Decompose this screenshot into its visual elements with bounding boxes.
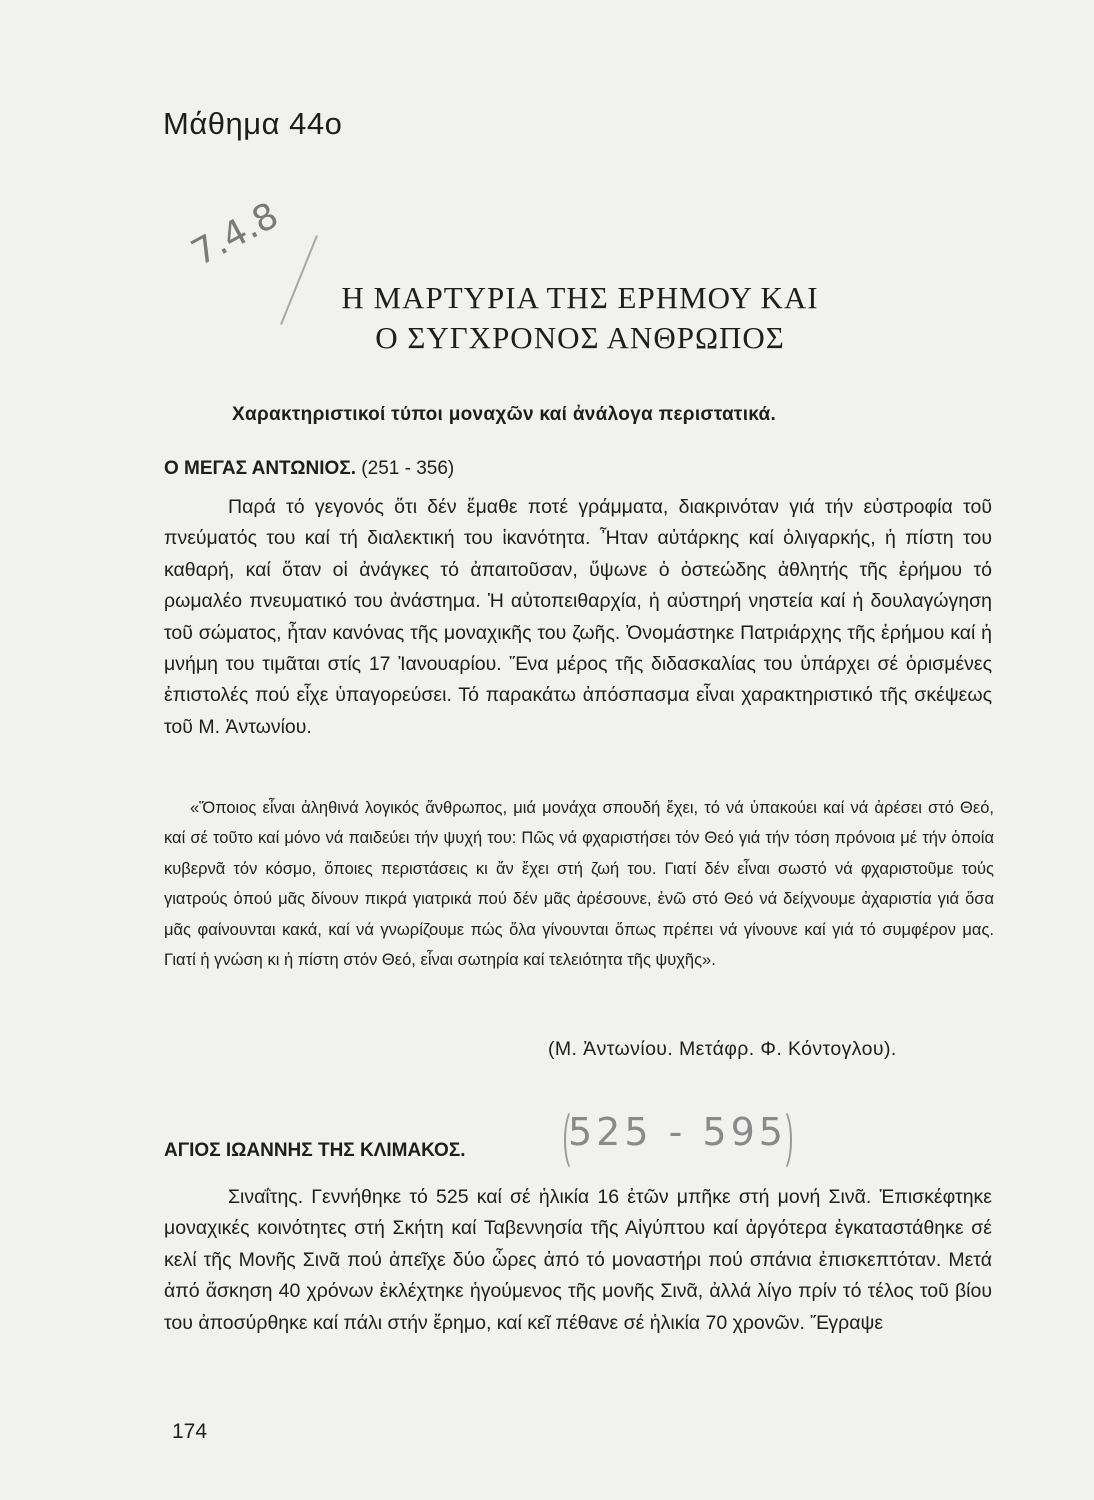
section-name: ΑΓΙΟΣ ΙΩΑΝΝΗΣ ΤΗΣ ΚΛΙΜΑΚΟΣ. (164, 1140, 466, 1161)
chapter-title (240, 278, 920, 358)
lesson-heading: Μάθημα 44ο (163, 106, 343, 141)
antonios-quote: «Ὅποιος εἶναι ἀληθινά λογικός ἄνθρωπος, μιά μονάχα σπουδή ἔχει, τό νά ὑπακούει καί νά ἀρέσει στό Θεό, καί σέ τοῦτο καί μόνο νά παιδεύει τήν ψυχή του: Πῶς νά φχαριστήσει τόν Θεό γιά τήν τόση πρόνοια μέ τήν ὁποία κυβερνᾶ τόν κόσμο, ὅποιες περιστάσεις κι ἄν ἔχει στή ζωή του. Γιατί δέν εἶναι σωστό νά φχαριστοῦμε τούς γιατρούς ὁπού μᾶς δίνουν πικρά γιατρικά πού δέν μᾶς ἀρέσουνε, ἐνῶ στό Θεό νά δείχνουμε ἀχαριστία γιά ὅσα μᾶς φαίνουνται κακά, καί νά γνωρίζουμε πώς ὅλα γίνουνται ὅπως πρέπει νά γίνουνε καί γιά τό συμφέρον μας. Γιατί ἡ γνώση κι ἡ πίστη στόν Θεό, εἶναι σωτηρία καί τελειότητα τῆς ψυχῆς». (164, 799, 994, 970)
antonios-paragraph: Παρά τό γεγονός ὅτι δέν ἔμαθε ποτέ γράμματα, διακρινόταν γιά τήν εὐστροφία τοῦ πνεύματός του καί τή διαλεκτική του ἱκανότητα. Ἦταν αὐτάρκης καί ὀλιγαρκής, ἡ πίστη του καθαρή, καί ὅταν οἱ ἀνάγκες τό ἀπαιτοῦσαν, ὕψωνε ὁ ὀστεώδης ἀθλητής τῆς ἐρήμου τό ρωμαλέο πνευματικό του ἀνάστημα. Ἡ αὐτοπειθαρχία, ἡ αὐστηρή νηστεία καί ἡ δουλαγώγηση τοῦ σώματος, ἦταν κανόνας τῆς μοναχικῆς του ζωῆς. Ὀνομάστηκε Πατριάρχης τῆς ἐρήμου καί ἡ μνήμη του τιμᾶται στίς 17 Ἰανουαρίου. Ἕνα μέρος τῆς διδασκαλίας του ὑπάρχει σέ ὁρισμένες ἐπιστολές πού εἶχε ὑπαγορεύσει. Τό παρακάτω ἀπόσπασμα εἶναι χαρακτηριστικό τῆς σκέψεως τοῦ Μ. Ἀντωνίου. (164, 496, 992, 738)
title-line-2: Ο ΣΥΓΧΡΟΝΟΣ ΑΝΘΡΩΠΟΣ (375, 320, 785, 355)
section-name: Ο ΜΕΓΑΣ ΑΝΤΩΝΙΟΣ. (164, 458, 357, 479)
handwritten-date: 7.4.8 (185, 194, 286, 275)
section-heading-antonios (164, 458, 454, 480)
section-dates: (251 - 356) (361, 458, 455, 479)
klimakos-paragraph: Σιναΐτης. Γεννήθηκε τό 525 καί σέ ἡλικία 16 ἐτῶν μπῆκε στή μονή Σινᾶ. Ἐπισκέφτηκε μοναχικές κοινότητες στή Σκήτη καί Ταβεννησία τῆς Αἰγύπτου καί ἀργότερα ἐγκαταστάθηκε σέ κελί τῆς Μονῆς Σινᾶ πού ἀπεῖχε δύο ὧρες ἀπό τό μοναστήρι πού σπάνια ἐπισκεπτόταν. Μετά ἀπό ἄσκηση 40 χρόνων ἐκλέχτηκε ἡγούμενος τῆς μονῆς Σινᾶ, ἀλλά λίγο πρίν τό τέλος τοῦ βίου του ἀποσύρθηκε καί πάλι στήν ἔρημο, καί κεῖ πέθανε σέ ἡλικία 70 χρονῶν. Ἔγραψε (164, 1186, 992, 1334)
quote-source: (Μ. Ἀντωνίου. Μετάφρ. Φ. Κόντογλου). (548, 1038, 897, 1060)
handwritten-years: 525 - 595 (568, 1110, 787, 1154)
title-line-1: Η ΜΑΡΤΥΡΙΑ ΤΗΣ ΕΡΗΜΟΥ ΚΑΙ (341, 280, 819, 315)
page-number: 174 (172, 1420, 208, 1443)
subtitle: Χαρακτηριστικοί τύποι μοναχῶν καί ἀνάλογα περιστατικά. (232, 404, 777, 425)
handwritten-bracket-right (772, 1108, 792, 1172)
section-heading-klimakos (164, 1140, 466, 1162)
